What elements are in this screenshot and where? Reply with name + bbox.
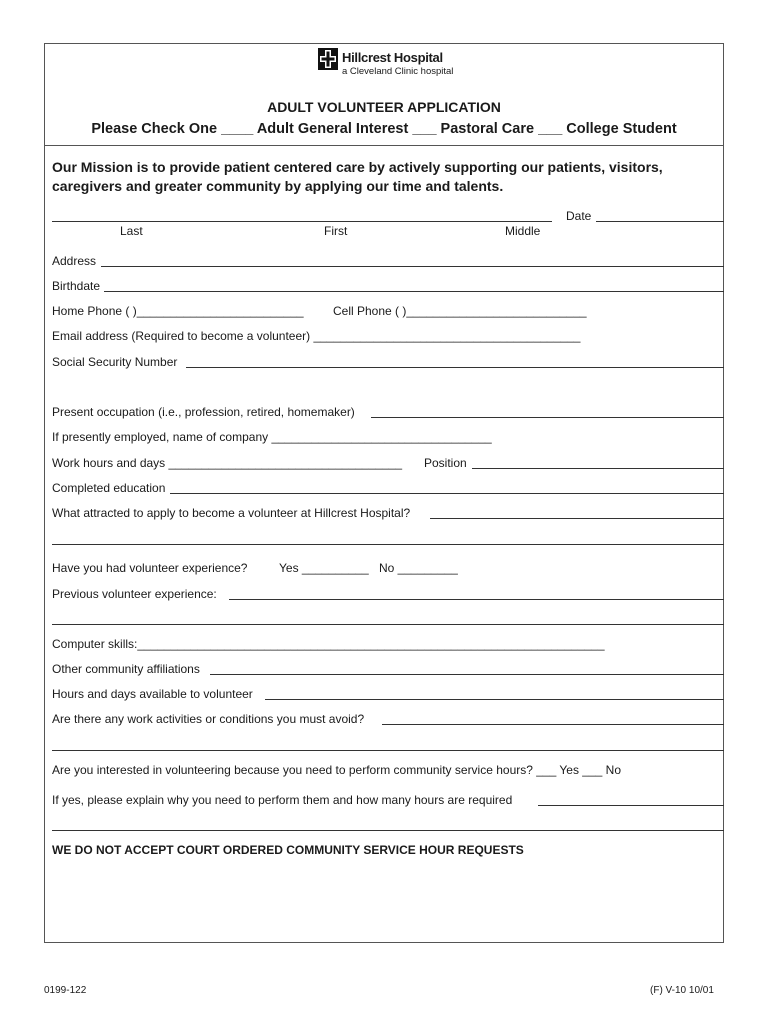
middle-label: Middle (505, 224, 541, 238)
explain-label: If yes, please explain why you need to perform them and how many hours are required (52, 793, 513, 807)
form-number: 0199-122 (44, 985, 87, 996)
address-label: Address (52, 254, 97, 268)
avoid-field[interactable] (382, 724, 724, 725)
court-order-notice: WE DO NOT ACCEPT COURT ORDERED COMMUNITY SERVICE HOUR REQUESTS (52, 843, 524, 857)
attracted-field-line-2[interactable] (52, 544, 724, 545)
name-field[interactable] (52, 221, 552, 222)
address-field[interactable] (101, 266, 724, 267)
header-divider (44, 145, 724, 146)
cell-phone-field[interactable]: Cell Phone ( )___________________________ (333, 304, 587, 318)
education-field[interactable] (170, 493, 724, 494)
work-hours-field[interactable]: Work hours and days ___________________________________ (52, 456, 403, 470)
birthdate-field[interactable] (104, 291, 724, 292)
attracted-label: What attracted to apply to become a volunteer at Hillcrest Hospital? (52, 506, 411, 520)
logo-subtitle: a Cleveland Clinic hospital (342, 66, 454, 77)
form-version: (F) V-10 10/01 (650, 985, 714, 996)
occupation-field[interactable] (371, 417, 724, 418)
computer-skills-field[interactable]: Computer skills:______________________________________________________________________ (52, 637, 605, 651)
position-label: Position (424, 456, 467, 470)
ssn-label: Social Security Number (52, 355, 178, 369)
first-label: First (324, 224, 348, 238)
affiliations-label: Other community affiliations (52, 662, 200, 676)
date-label: Date (566, 209, 592, 223)
date-field[interactable] (596, 221, 724, 222)
occupation-label: Present occupation (i.e., profession, retired, homemaker) (52, 405, 355, 419)
hospital-logo (318, 48, 478, 82)
birthdate-label: Birthdate (52, 279, 101, 293)
prev-exp-field[interactable] (229, 599, 724, 600)
email-field[interactable]: Email address (Required to become a volunteer) ________________________________________ (52, 329, 581, 343)
hours-available-field[interactable] (265, 699, 724, 700)
last-label: Last (120, 224, 143, 238)
hours-available-label: Hours and days available to volunteer (52, 687, 253, 701)
education-label: Completed education (52, 481, 166, 495)
explain-field-line-2[interactable] (52, 830, 724, 831)
company-field[interactable]: If presently employed, name of company _________________________________ (52, 430, 492, 444)
check-one-line: Please Check One ____ Adult General Interest ___ Pastoral Care ___ College Student (91, 121, 677, 137)
prev-exp-label: Previous volunteer experience: (52, 587, 217, 601)
volunteer-exp-label: Have you had volunteer experience? (52, 561, 248, 575)
volunteer-exp-no[interactable]: No _________ (379, 561, 458, 575)
community-service-question[interactable]: Are you interested in volunteering because you need to perform community service hours? ___ Yes ___ No (52, 763, 622, 777)
explain-field[interactable] (538, 805, 724, 806)
volunteer-exp-yes[interactable]: Yes __________ (279, 561, 369, 575)
affiliations-field[interactable] (210, 674, 724, 675)
form-title: ADULT VOLUNTEER APPLICATION (267, 99, 501, 115)
home-phone-field[interactable]: Home Phone ( )_________________________ (52, 304, 304, 318)
avoid-field-line-2[interactable] (52, 750, 724, 751)
position-field[interactable] (472, 468, 724, 469)
logo-name: Hillcrest Hospital (342, 50, 443, 65)
avoid-label: Are there any work activities or conditions you must avoid? (52, 712, 365, 726)
mission-statement: Our Mission is to provide patient centered care by actively supporting our patients, visitors, caregivers and greater community by applying our time and talents. (52, 159, 663, 194)
prev-exp-field-line-2[interactable] (52, 624, 724, 625)
ssn-field[interactable] (186, 367, 724, 368)
attracted-field[interactable] (430, 518, 724, 519)
cross-icon (318, 48, 338, 70)
